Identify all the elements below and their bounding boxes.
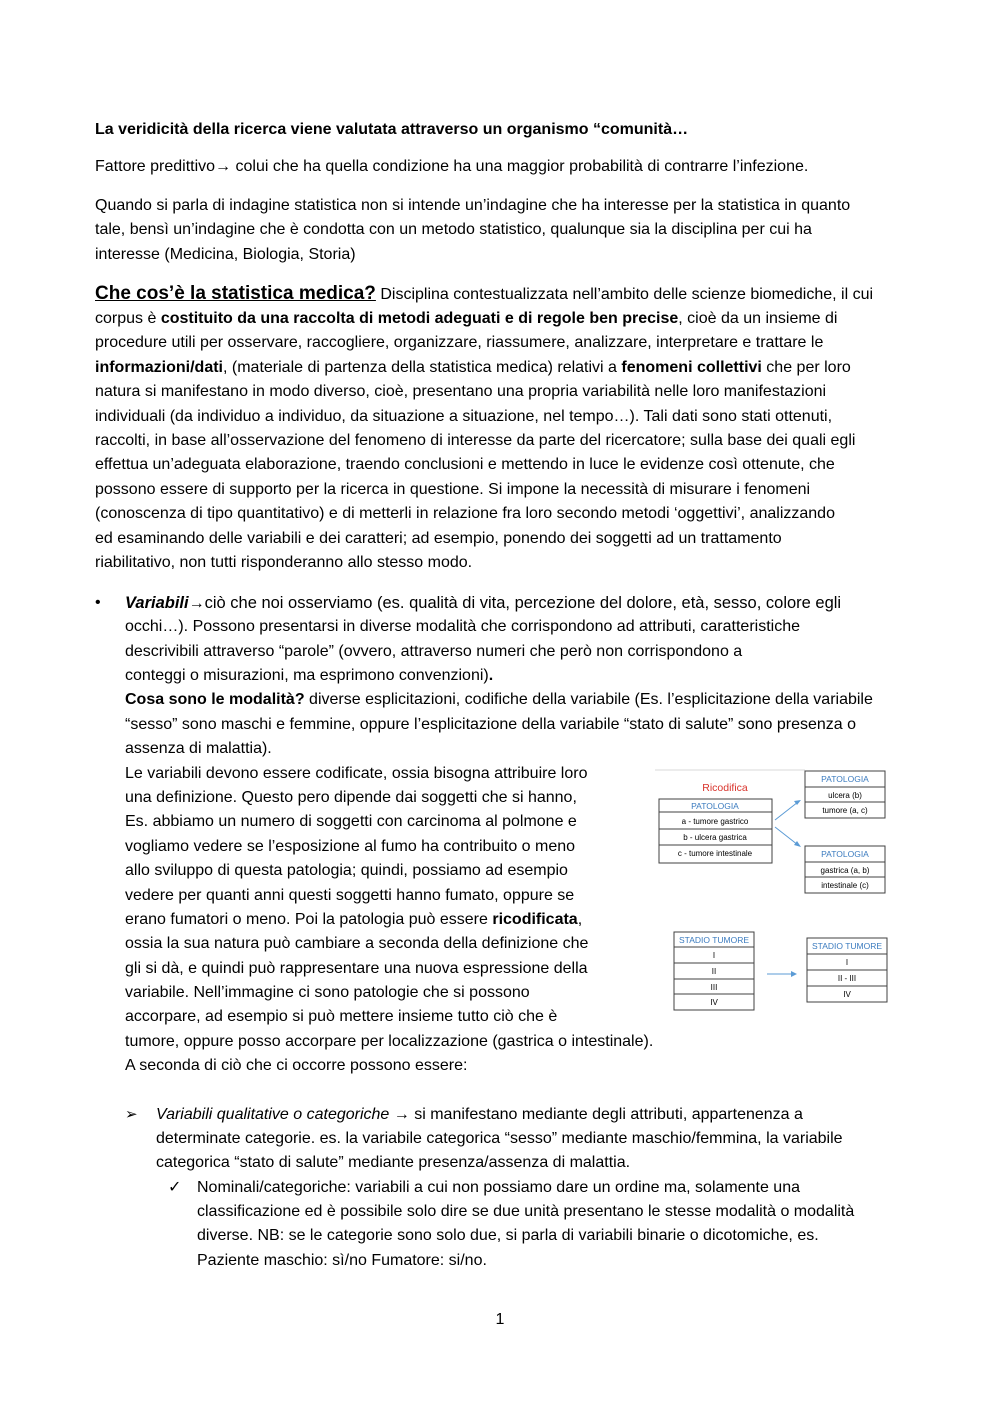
intro-para-line-1: Quando si parla di indagine statistica non si intende un’indagine che ha interesse per la statistica in quanto	[95, 197, 851, 214]
intro-line-2: Fattore predittivo→ colui che ha quella condizione ha una maggior probabilità di contrarre l’infezione.	[95, 158, 809, 175]
nominali-line-4: Paziente maschio: sì/no Fumatore: si/no.	[197, 1252, 487, 1269]
variabili-line-4	[125, 664, 915, 688]
statistica-line-4	[95, 356, 905, 380]
codifica-line-13: A seconda di ciò che ci occorre possono essere:	[125, 1057, 468, 1074]
text-span: erano fumatori o meno. Poi la patologia può essere	[125, 911, 493, 928]
statistica-line-3: procedure utili per osservare, raccogliere, organizzare, riassumere, analizzare, interpretare e trattare le	[95, 334, 824, 351]
qualitative-line-1	[156, 1103, 916, 1127]
text-span: corpus è	[95, 310, 161, 327]
text-span: conteggi o misurazioni, ma esprimono convenzioni)	[125, 667, 489, 684]
nominali-line-3: diverse. NB: se le categorie sono solo due, si parla di variabili binarie o dicotomiche, es.	[197, 1227, 819, 1244]
top-right-table-row: ulcera (b)	[828, 791, 862, 800]
intro-line-1-text: La veridicità della ricerca viene valutata attraverso un organismo “comunità…	[95, 121, 689, 138]
statistica-line-6: individuali (da individuo a individuo, da situazione a situazione, nel tempo…). Tali dati sono stati ottenuti,	[95, 408, 833, 425]
codifica-line-7	[125, 908, 645, 932]
statistica-line-2	[95, 307, 905, 331]
bold-span: ricodificata	[492, 911, 578, 928]
qualitative-line-2: determinate categorie. es. la variabile categorica “sesso” mediante maschio/femmina, la variabile	[156, 1130, 843, 1147]
intro-para-line-3: interesse (Medicina, Biologia, Storia)	[95, 246, 356, 263]
text-span: ,	[577, 911, 583, 928]
text-span: ciò che noi osserviamo (es. qualità di vita, percezione del dolore, età, sesso, colore egli	[204, 594, 842, 612]
stadio-left-header: STADIO TUMORE	[678, 935, 750, 945]
bold-span: costituito da una raccolta di metodi adeguati e di regole ben precise	[160, 310, 679, 327]
ricodifica-title: Ricodifica	[702, 782, 748, 794]
page-number: 1	[495, 1311, 505, 1328]
statistica-line-1-text: Disciplina contestualizzata nell’ambito delle scienze biomediche, il cui	[375, 286, 874, 303]
variabili-line-1	[125, 591, 915, 616]
ricodifica-diagram	[655, 765, 890, 895]
stadio-right-row: II - III	[837, 974, 857, 983]
modalita-question: Cosa sono le modalità?	[125, 691, 305, 708]
left-table-row: c - tumore intestinale	[677, 849, 753, 858]
bullet-dot: •	[95, 594, 101, 611]
qualitative-term: Variabili qualitative o categoriche	[156, 1106, 390, 1123]
variabili-line-3: descrivibili attraverso “parole” (ovvero, attraverso numeri che però non corrispondono a	[125, 643, 743, 660]
statistica-line-10: (conoscenza di tipo quantitativo) e di metterli in relazione fra loro secondo metodi ‘oggettivi’, analizzando	[95, 505, 835, 522]
stadio-diagram	[670, 928, 892, 1013]
bold-span: informazioni/dati	[95, 359, 223, 376]
top-right-table-row: tumore (a, c)	[822, 806, 868, 815]
bottom-right-table-header: PATOLOGIA	[821, 849, 869, 859]
statistica-line-7: raccolti, in base all’osservazione del fenomeno di interesse da parte del ricercatore; sulla base dei quali egli	[95, 432, 856, 449]
statistica-line-9: possono essere di supporto per la ricerca in questione. Si impone la necessità di misurare i fenomeni	[95, 481, 811, 498]
left-table-row: a - tumore gastrico	[681, 817, 749, 826]
text-span: che per loro	[761, 359, 851, 376]
bold-span: .	[488, 667, 494, 684]
codifica-line-11: accorpare, ad esempio si può mettere insieme tutto ciò che è	[125, 1008, 558, 1025]
intro-line-1	[95, 118, 905, 142]
modalita-line-3: assenza di malattia).	[125, 740, 272, 757]
arrow-right-icon: →	[188, 595, 205, 612]
codifica-line-1: Le variabili devono essere codificate, ossia bisogna attribuire loro	[125, 765, 588, 782]
stadio-right-row: I	[845, 958, 849, 967]
left-table-row: b - ulcera gastrica	[683, 833, 747, 842]
codifica-line-5: allo sviluppo di questa patologia; quindi, possiamo ad esempio	[125, 862, 568, 879]
codifica-line-8: ossia la sua natura può cambiare a seconda della definizione che	[125, 935, 589, 952]
qualitative-line-3: categorica “stato di salute” mediante presenza/assenza di malattia.	[156, 1154, 631, 1171]
intro-para-line-2: tale, bensì un’indagine che è condotta con un metodo statistico, qualunque sia la disciplina per cui ha	[95, 221, 812, 238]
arrow-up-right	[775, 802, 798, 820]
stadio-right-row: IV	[843, 990, 851, 999]
codifica-line-9: gli si dà, e quindi può rappresentare una nuova espressione della	[125, 960, 588, 977]
statistica-line-5: natura si manifestano in modo diverso, cioè, presentano una propria variabilità nelle loro manifestazioni	[95, 383, 827, 400]
text-span: → si manifestano mediante degli attributi, appartenenza a	[389, 1106, 803, 1123]
statistica-line-1	[95, 282, 905, 307]
text-span: , cioè da un insieme di	[678, 310, 838, 327]
bottom-right-table-row: intestinale (c)	[821, 881, 869, 890]
variabili-line-2: occhi…). Possono presentarsi in diverse modalità che corrispondono ad attributi, caratteristiche	[125, 618, 800, 635]
statistica-line-11: ed esaminando delle variabili e dei caratteri; ad esempio, ponendo dei soggetti ad un trattamento	[95, 530, 782, 547]
statistica-line-12: riabilitativo, non tutti risponderanno allo stesso modo.	[95, 554, 473, 571]
text-span: diverse esplicitazioni, codifiche della variabile (Es. l’esplicitazione della variabile	[304, 691, 873, 708]
codifica-line-2: una definizione. Questo pero dipende dai soggetti che si hanno,	[125, 789, 577, 806]
statistica-line-8: effettua un’adeguata elaborazione, traendo conclusioni e mettendo in luce le evidenze così ottenute, che	[95, 456, 835, 473]
variabili-term: Variabili	[125, 594, 189, 612]
codifica-line-12: tumore, oppure posso accorpare per localizzazione (gastrica o intestinale).	[125, 1033, 654, 1050]
nominali-line-2: classificazione ed è possibile solo dire se due unità presentano le stesse modalità o modalità	[197, 1203, 855, 1220]
text-span: , (materiale di partenza della statistica medica) relativi a	[223, 359, 622, 376]
modalita-line-2: “sesso” sono maschi e femmine, oppure l’esplicitazione della variabile “stato di salute” sono presenza o	[125, 716, 857, 733]
codifica-line-4: vogliamo vedere se l’esposizione al fumo ha contribuito o meno	[125, 838, 576, 855]
stadio-left-row: III	[710, 983, 718, 992]
arrow-down-right	[775, 827, 798, 845]
codifica-line-10: variabile. Nell’immagine ci sono patologie che si possono	[125, 984, 530, 1001]
modalita-line-1	[125, 688, 915, 712]
bold-span: fenomeni collettivi	[621, 359, 762, 376]
bottom-right-table-row: gastrica (a, b)	[820, 866, 870, 875]
nominali-line-1: Nominali/categoriche: variabili a cui non possiamo dare un ordine ma, solamente una	[197, 1179, 800, 1196]
stadio-left-row: I	[712, 951, 716, 960]
stadio-left-row: IV	[710, 998, 718, 1007]
section-title: Che cos’è la statistica medica?	[95, 283, 376, 304]
bullet-arrow-icon: ➢	[125, 1106, 138, 1123]
codifica-line-3: Es. abbiamo un numero di soggetti con carcinoma al polmone e	[125, 813, 577, 830]
codifica-line-6: vedere per quanti anni questi soggetti hanno fumato, oppure se	[125, 887, 575, 904]
stadio-right-header: STADIO TUMORE	[811, 941, 883, 951]
stadio-left-row: II	[711, 967, 717, 976]
top-right-table-header: PATOLOGIA	[821, 774, 869, 784]
checkmark-icon: ✓	[168, 1179, 182, 1196]
left-table-header: PATOLOGIA	[691, 801, 739, 811]
